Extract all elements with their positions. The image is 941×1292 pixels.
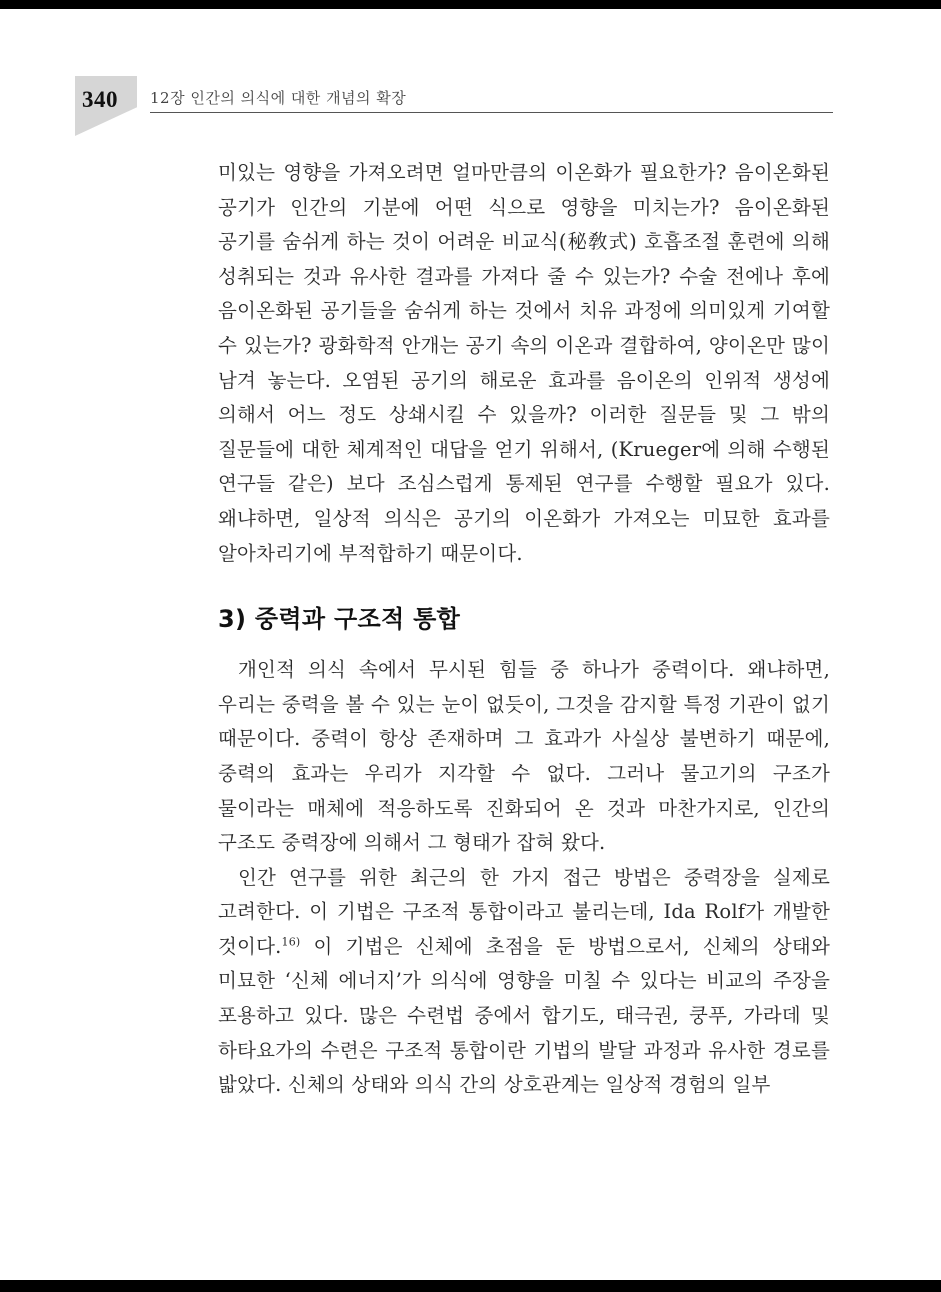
- body-text: [218, 156, 830, 1103]
- paragraph-3-text-a: 인간 연구를 위한 최근의 한 가지 접근 방법은 중력장을 실제로 고려한다. 이 기법은 구조적 통합이라고 불리는데, Ida Rolf가 개발한 것이다.: [218, 865, 830, 958]
- running-title: 12장 인간의 의식에 대한 개념의 확장: [150, 89, 407, 107]
- bottom-border: [0, 1280, 941, 1292]
- page-number: 340: [82, 87, 118, 112]
- paragraph-3: [218, 861, 830, 1103]
- footnote-reference: 16): [281, 935, 301, 949]
- paragraph-3-text-b: 이 기법은 신체에 초점을 둔 방법으로서, 신체의 상태와 미묘한 ‘신체 에너지’가 의식에 영향을 미칠 수 있다는 비교의 주장을 포용하고 있다. 많은 수련법 중에서 합기도, 태극권, 쿵푸, 가라데 및 하타요가의 수련은 구조적 통합이란 기법의 발달 과정과 유사한 경로를 밟았다. 신체의 상태와 의식 간의 상호관계는 일상적 경험의 일부: [218, 934, 830, 1097]
- header-rule: [150, 112, 833, 113]
- paragraph-2: 개인적 의식 속에서 무시된 힘들 중 하나가 중력이다. 왜냐하면, 우리는 중력을 볼 수 있는 눈이 없듯이, 그것을 감지할 특정 기관이 없기 때문이다. 중력이 항상 존재하며 그 효과가 사실상 불변하기 때문에, 중력의 효과는 우리가 지각할 수 없다. 그러나 물고기의 구조가 물이라는 매체에 적응하도록 진화되어 온 것과 마찬가지로, 인간의 구조도 중력장에 의해서 그 형태가 잡혀 왔다.: [218, 658, 830, 855]
- paragraph-1: 미있는 영향을 가져오려면 얼마만큼의 이온화가 필요한가? 음이온화된 공기가 인간의 기분에 어떤 식으로 영향을 미치는가? 음이온화된 공기를 숨쉬게 하는 것이 어려운 비교식(秘敎式) 호흡조절 훈련에 의해 성취되는 것과 유사한 결과를 가져다 줄 수 있는가? 수술 전에나 후에 음이온화된 공기들을 숨쉬게 하는 것에서 치유 과정에 의미있게 기여할 수 있는가? 광화학적 안개는 공기 속의 이온과 결합하여, 양이온만 많이 남겨 놓는다. 오염된 공기의 해로운 효과를 음이온의 인위적 생성에 의해서 어느 정도 상쇄시킬 수 있을까? 이러한 질문들 및 그 밖의 질문들에 대한 체계적인 대답을 얻기 위해서, (Krueger에 의해 수행된 연구들 같은) 보다 조심스럽게 통제된 연구를 수행할 필요가 있다. 왜냐하면, 일상적 의식은 공기의 이온화가 가져오는 미묘한 효과를 알아차리기에 부적합하기 때문이다.: [218, 161, 830, 565]
- section-heading: 3) 중력과 구조적 통합: [218, 605, 461, 634]
- top-border: [0, 0, 941, 9]
